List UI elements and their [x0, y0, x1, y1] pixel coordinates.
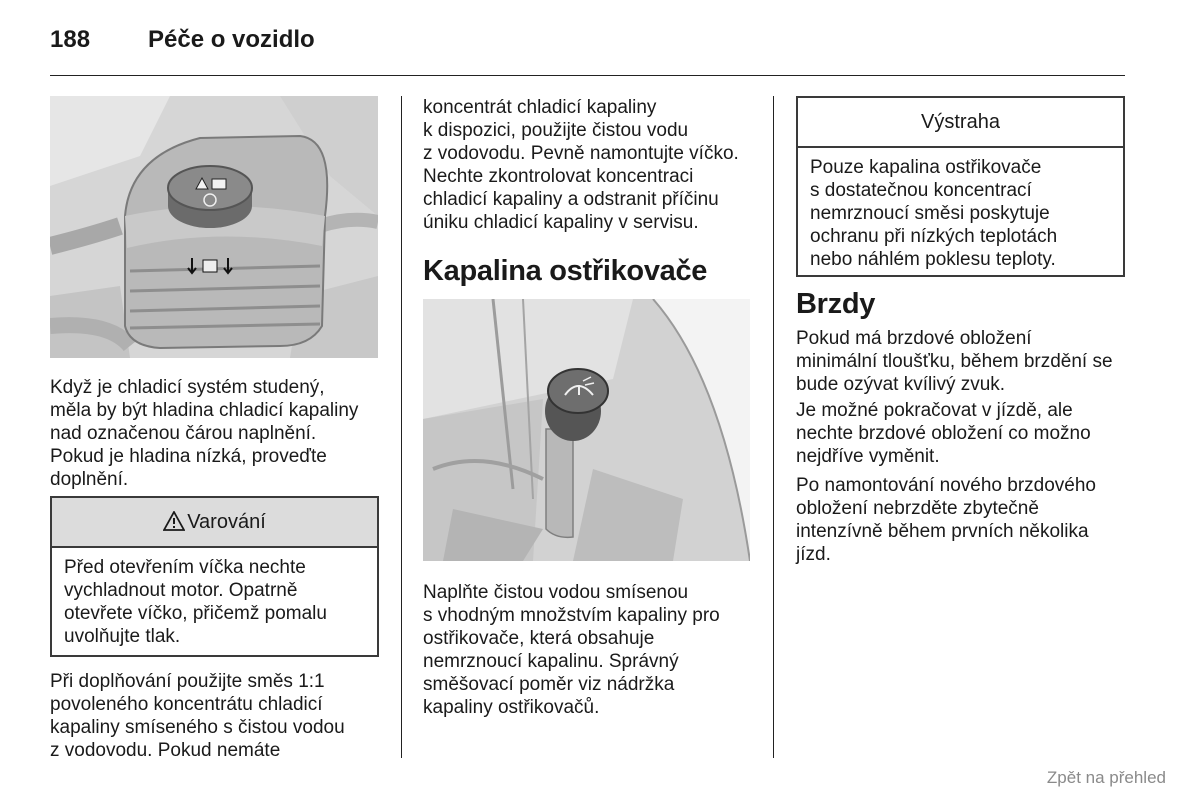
page-title: Péče o vozidlo: [148, 26, 315, 53]
washer-reservoir-illustration: [423, 299, 750, 561]
warning-title: Varování: [187, 511, 266, 533]
coolant-mix-paragraph: Při doplňování použijte směs 1:1 povoleného koncentrátu chladicí kapaliny smíseného s čistou vodou z vodovodu. Pokud nemáte: [50, 671, 345, 761]
coolant-continue-paragraph: koncentrát chladicí kapaliny k dispozici, použijte čistou vodu z vodovodu. Pevně namontujte víčko. Nechte zkontrolovat koncentraci chladicí kapaliny a odstranit příčinu úniku chladicí kapaliny v servisu.: [423, 97, 739, 233]
warning-header: [52, 498, 377, 548]
column-divider: [773, 96, 774, 758]
washer-fluid-heading: Kapalina ostřikovače: [423, 255, 708, 287]
washer-fluid-paragraph: Naplňte čistou vodou smísenou s vhodným množstvím kapaliny pro ostřikovače, která obsahuje nemrznoucí kapalinu. Správný směšovací poměr viz nádržka kapaliny ostřikovačů.: [423, 582, 720, 718]
brakes-paragraph-1: Pokud má brzdové obložení minimální tloušťku, během brzdění se bude ozývat kvílivý zvuk.: [796, 328, 1113, 395]
page-number: 188: [50, 26, 91, 53]
caution-header: Výstraha: [798, 98, 1123, 148]
coolant-level-paragraph: Když je chladicí systém studený, měla by být hladina chladicí kapaliny nad označenou čárou naplnění. Pokud je hladina nízká, proveďte doplnění.: [50, 377, 359, 490]
header-divider: [50, 75, 1125, 76]
brakes-paragraph-3: Po namontování nového brzdového obložení nebrzděte zbytečně intenzívně během prvních několika jízd.: [796, 475, 1096, 565]
warning-icon: [163, 511, 185, 531]
back-to-overview-link[interactable]: Zpět na přehled: [1046, 768, 1166, 787]
caution-box: [796, 96, 1125, 277]
warning-box: [50, 496, 379, 657]
brakes-heading: Brzdy: [796, 288, 876, 320]
warning-body: Před otevřením víčka nechte vychladnout motor. Opatrně otevřete víčko, přičemž pomalu uvolňujte tlak.: [64, 557, 327, 647]
caution-body: Pouze kapalina ostřikovače s dostatečnou koncentrací nemrznoucí směsi poskytuje ochranu při nízkých teplotách nebo náhlém poklesu teploty.: [810, 157, 1058, 270]
coolant-reservoir-illustration: [50, 96, 378, 358]
brakes-paragraph-2: Je možné pokračovat v jízdě, ale nechte brzdové obložení co možno nejdříve vyměnit.: [796, 400, 1091, 467]
column-divider: [401, 96, 402, 758]
